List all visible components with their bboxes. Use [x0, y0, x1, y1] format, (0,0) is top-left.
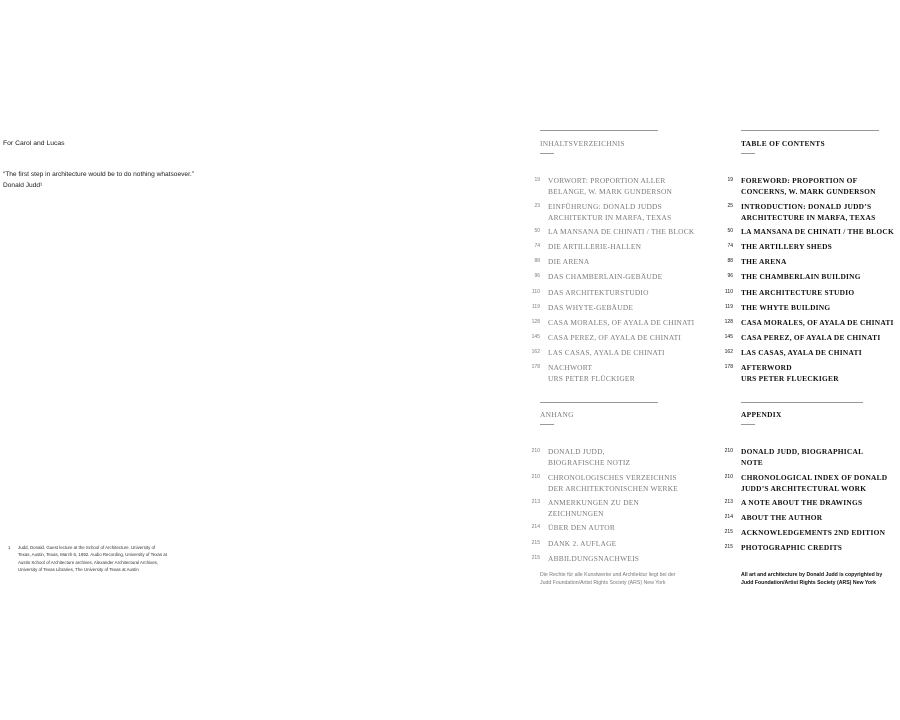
toc-entry-title: CHRONOLOGISCHES VERZEICHNIS DER ARCHITEKTONISCHEN WERKE: [548, 473, 679, 493]
toc-entry-title: THE ARENA: [741, 257, 787, 266]
appendix-heading-german: ANHANG: [540, 410, 574, 419]
toc-entry-title: ANMERKUNGEN ZU DEN ZEICHNUNGEN: [548, 498, 640, 518]
toc-page-number: 162: [724, 349, 733, 355]
toc-entry-title: ABBILDUNGSNACHWEIS: [548, 554, 640, 563]
toc-entry-title: EINFÜHRUNG: DONALD JUDDS ARCHITEKTUR IN MARFA, TEXAS: [548, 202, 672, 222]
rights-notice-german: Die Rechte für alle Kunstwerke und Architektur liegt bei der Judd Foundation/Artist Rights Society (ARS) New York: [540, 572, 676, 586]
toc-page-number: 50: [534, 228, 540, 234]
toc-page-number: 119: [725, 304, 733, 310]
toc-page-number: 215: [724, 544, 733, 550]
epigraph-quote: “The first step in architecture would be to do nothing whatsoever.”: [3, 171, 194, 178]
toc-entry-title: LA MANSANA DE CHINATI / THE BLOCK: [548, 227, 695, 236]
toc-page-number: 110: [725, 289, 733, 295]
toc-entry-title: DONALD JUDD, BIOGRAFISCHE NOTIZ: [548, 447, 631, 467]
toc-page-number: 74: [727, 243, 733, 249]
toc-page-number: 162: [531, 349, 540, 355]
toc-entry-title: FOREWORD: PROPORTION OF CONCERNS, W. MARK GUNDERSON: [741, 176, 876, 196]
toc-page-number: 145: [724, 334, 733, 340]
toc-page-number: 74: [534, 243, 540, 249]
toc-page-number: 178: [724, 364, 733, 370]
toc-page-number: 210: [531, 448, 540, 454]
toc-page-number: 119: [532, 304, 540, 310]
divider: [540, 402, 658, 403]
toc-page-number: 50: [727, 228, 733, 234]
divider: [540, 424, 554, 425]
toc-entry-title: CHRONOLOGICAL INDEX OF DONALD JUDD’S ARCHITECTURAL WORK: [741, 473, 888, 493]
toc-entry-title: LAS CASAS, AYALA DE CHINATI: [548, 348, 665, 357]
divider: [741, 153, 755, 154]
toc-entry-title: DANK 2. AUFLAGE: [548, 539, 617, 548]
toc-entry-title: THE WHYTE BUILDING: [741, 303, 831, 312]
footnote: [8, 544, 208, 573]
epigraph-author: Donald Judd¹: [3, 181, 43, 189]
toc-entry-title: LA MANSANA DE CHINATI / THE BLOCK: [741, 227, 894, 236]
toc-page-number: 214: [531, 524, 540, 530]
toc-page-number: 128: [724, 319, 733, 325]
toc-page-number: 110: [532, 289, 540, 295]
toc-page-number: 25: [727, 203, 733, 209]
toc-entry-title: DAS WHYTE-GEBÄUDE: [548, 303, 634, 312]
divider: [741, 402, 863, 403]
toc-page-number: 215: [531, 540, 540, 546]
toc-entry-title: ÜBER DEN AUTOR: [548, 523, 616, 532]
toc-entry-title: DONALD JUDD, BIOGRAPHICAL NOTE: [741, 447, 864, 467]
toc-page-number: 88: [534, 258, 540, 264]
footnote-number: 1: [8, 545, 11, 550]
toc-page-number: 214: [724, 514, 733, 520]
divider: [540, 153, 554, 154]
rights-notice-english: All art and architecture by Donald Judd is copyrighted by Judd Foundation/Artist Rights Society (ARS) New York: [741, 572, 883, 586]
toc-page-number: 96: [727, 273, 733, 279]
toc-entry-title: CASA MORALES, OF AYALA DE CHINATI: [741, 318, 894, 327]
toc-page-number: 178: [531, 364, 540, 370]
toc-page-number: 96: [534, 273, 540, 279]
epigraph: [3, 170, 263, 191]
toc-page-number: 210: [724, 448, 733, 454]
toc-entry-title: VORWORT: PROPORTION ALLER BELANGE, W. MARK GUNDERSON: [548, 176, 673, 196]
toc-page-number: 128: [531, 319, 540, 325]
toc-entry-title: ACKNOWLEDGEMENTS 2ND EDITION: [741, 528, 886, 537]
toc-heading-german: INHALTSVERZEICHNIS: [540, 139, 625, 148]
toc-page-number: 210: [531, 474, 540, 480]
toc-page-number: 213: [531, 499, 540, 505]
toc-page-number: 215: [531, 555, 540, 561]
toc-entry-title: NACHWORT URS PETER FLÜCKIGER: [548, 363, 635, 383]
toc-entry-title: THE ARTILLERY SHEDS: [741, 242, 833, 251]
toc-entry-title: LAS CASAS, AYALA DE CHINATI: [741, 348, 862, 357]
toc-entry-title: CASA PEREZ, OF AYALA DE CHINATI: [741, 333, 881, 342]
toc-entry-title: PHOTOGRAPHIC CREDITS: [741, 543, 843, 552]
divider: [540, 130, 658, 131]
toc-entry-title: DIE ARENA: [548, 257, 590, 266]
toc-page-number: 210: [724, 474, 733, 480]
dedication: For Carol and Lucas: [3, 140, 65, 147]
toc-entry-title: DAS ARCHITEKTURSTUDIO: [548, 288, 649, 297]
footnote-text: Judd, Donald. Guest lecture at the School of Architecture. University of Texas, Austin, Texas, March 6, 1992. Audio Recording, University of Texas at Austin School of Architecture archives, Alexander Architectural Archives, University of Texas Libraries, The University of Texas at Austin: [18, 545, 167, 572]
toc-page-number: 213: [724, 499, 733, 505]
toc-entry-title: THE ARCHITECTURE STUDIO: [741, 288, 855, 297]
toc-entry-title: DAS CHAMBERLAIN-GEBÄUDE: [548, 272, 663, 281]
toc-entry-title: CASA PEREZ, OF AYALA DE CHINATI: [548, 333, 682, 342]
toc-page-number: 23: [534, 203, 540, 209]
toc-entry-title: DIE ARTILLERIE-HALLEN: [548, 242, 642, 251]
toc-entry-title: AFTERWORD URS PETER FLUECKIGER: [741, 363, 839, 383]
toc-page-number: 215: [724, 529, 733, 535]
toc-entry-title: A NOTE ABOUT THE DRAWINGS: [741, 498, 863, 507]
toc-page-number: 88: [727, 258, 733, 264]
toc-page-number: 19: [534, 177, 540, 183]
appendix-heading-english: APPENDIX: [741, 410, 782, 419]
toc-page-number: 145: [531, 334, 540, 340]
divider: [741, 424, 755, 425]
toc-heading-english: TABLE OF CONTENTS: [741, 139, 825, 148]
toc-entry-title: THE CHAMBERLAIN BUILDING: [741, 272, 861, 281]
divider: [741, 130, 879, 131]
toc-entry-title: INTRODUCTION: DONALD JUDD’S ARCHITECTURE IN MARFA, TEXAS: [741, 202, 876, 222]
toc-entry-title: CASA MORALES, OF AYALA DE CHINATI: [548, 318, 695, 327]
toc-page-number: 19: [727, 177, 733, 183]
toc-entry-title: ABOUT THE AUTHOR: [741, 513, 823, 522]
